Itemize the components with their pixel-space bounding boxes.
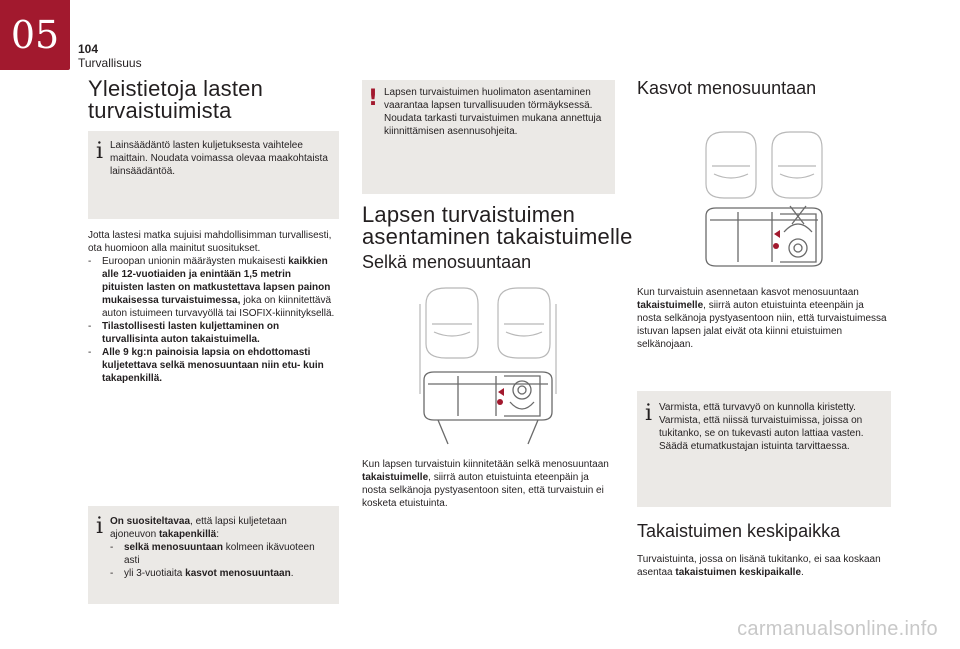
installation-title: Lapsen turvaistuimen asentaminen takaistuimelle: [362, 202, 633, 249]
info-icon: i: [96, 139, 104, 164]
info-icon: i: [645, 401, 653, 426]
exclamation-icon: !: [368, 86, 379, 111]
info-box-legislation: i Lainsäädäntö lasten kuljetuksesta vaihtelee maittain. Noudata voimassa olevaa maakohtaista lainsäädäntöä.: [88, 131, 339, 219]
intro-text: Jotta lastesi matka sujuisi mahdollisimman turvallisesti, ota huomioon alla mainitut suositukset. - Euroopan unionin määräysten mukaisesti kaikkien alle 12-vuotiaiden ja enintään 1,5 metrin pituisten lasten on matkustettava lapsen painon mukaisessa turvaistuimessa, joka on kiinnitettävä auton istuimeen turvavyöllä tai ISOFIX-kiinnityksellä. - Tilastollisesti lasten kuljettaminen on turvallisinta auton takaistuimella. - Alle 9 kg:n painoisia lapsia on ehdottomasti kuljetettava selkä menosuuntaan niin etu- kuin takapenkillä.: [88, 229, 343, 385]
list-item: - Alle 9 kg:n painoisia lapsia on ehdottomasti kuljetettava selkä menosuuntaan niin etu- kuin takapenkillä.: [88, 347, 324, 384]
info-box-check: i Varmista, että turvavyö on kunnolla kiristetty. Varmista, että niissä turvaistuimissa, joissa on tukitanko, se on tukevasti auton lattiaa vasten. Säädä etumatkustajan istuinta tarvittaessa.: [637, 391, 891, 507]
forward-facing-text: Kun turvaistuin asennetaan kasvot menosuuntaan takaistuimelle, siirrä auton etuistuinta eteenpäin ja nosta selkänoja pystyasentoon niin, että turvaistuimessa istuvan lapsen jalat eivät ota kiinni etuistuimen selkänojaan.: [637, 287, 887, 350]
forward-facing-seat-illustration: [700, 114, 828, 280]
watermark: carmanualsonline.info: [737, 618, 938, 640]
centre-seat-heading: Takaistuimen keskipaikka: [637, 521, 841, 541]
list-item: - yli 3-vuotiaita kasvot menosuuntaan.: [110, 568, 294, 579]
section-name: Turvallisuus: [78, 56, 142, 70]
centre-seat-text: Turvaistuinta, jossa on lisänä tukitanko, ei saa koskaan asentaa takaistuimen keskipaikalle.: [637, 554, 881, 578]
warning-box: ! Lapsen turvaistuimen huolimaton asentaminen vaarantaa lapsen turvallisuuden törmäyksessä. Noudata tarkasti turvaistuimen mukana annettuja kiinnittämisen asennusohjeita.: [362, 80, 615, 194]
chapter-tab: [0, 0, 70, 70]
info-icon: i: [96, 514, 104, 539]
rear-facing-text: Kun lapsen turvaistuin kiinnitetään selkä menosuuntaan takaistuimelle, siirrä auton etuistuinta eteenpäin ja nosta selkänoja pystyasentoon siten, että turvaistuin ei kosketa etuistuinta.: [362, 459, 609, 509]
left-title: Yleistietoja lasten turvaistuimista: [88, 76, 264, 123]
list-item: - Euroopan unionin määräysten mukaisesti kaikkien alle 12-vuotiaiden ja enintään 1,5 metrin pituisten lasten on matkustettava lapsen painon mukaisessa turvaistuimessa, joka on kiinnitettävä auton istuimeen turvavyöllä tai ISOFIX-kiinnityksellä.: [88, 256, 335, 319]
rear-facing-heading: Selkä menosuuntaan: [362, 252, 532, 272]
forward-facing-heading: Kasvot menosuuntaan: [637, 78, 817, 98]
list-item: - selkä menosuuntaan kolmeen ikävuoteen asti: [110, 542, 315, 566]
list-item: - Tilastollisesti lasten kuljettaminen on turvallisinta auton takaistuimella.: [88, 321, 280, 345]
chapter-number: 05: [10, 13, 60, 57]
info-box-recommendation: i On suositeltavaa, että lapsi kuljetetaan ajoneuvon takapenkillä: - selkä menosuuntaan kolmeen ikävuoteen asti - yli 3-vuotiaita kasvot menosuuntaan.: [88, 506, 339, 604]
rear-facing-seat-illustration: [418, 284, 558, 452]
page-number: 104: [78, 42, 99, 56]
